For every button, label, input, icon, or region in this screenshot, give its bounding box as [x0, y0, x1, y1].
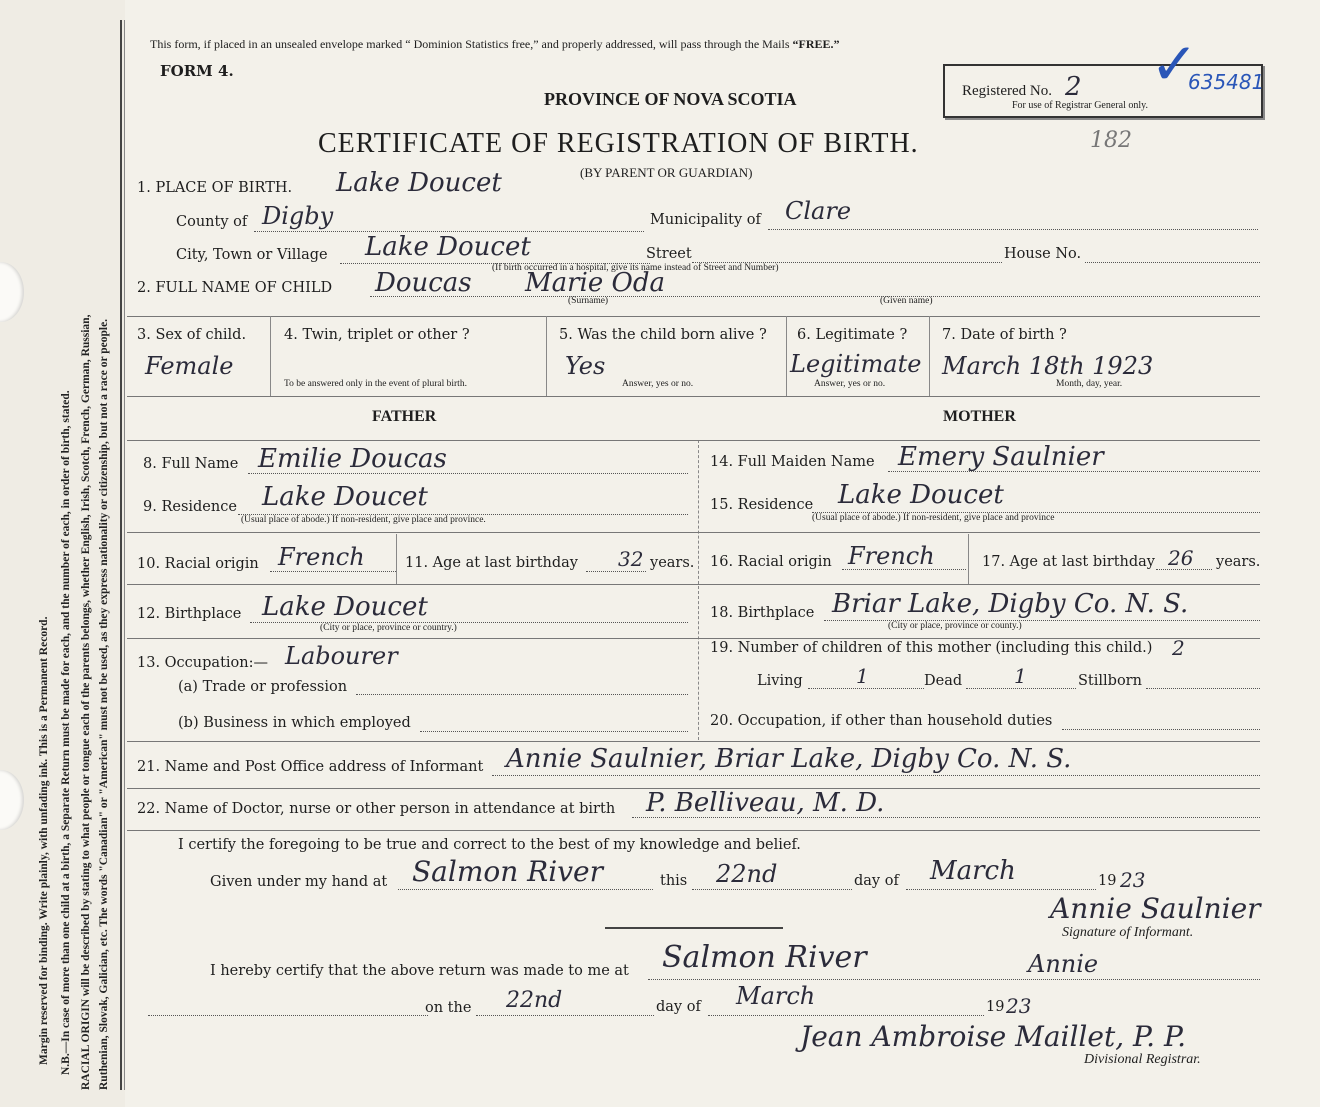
given-label: Given under my hand at — [210, 874, 388, 890]
city-value: Lake Doucet — [365, 232, 531, 262]
registrar-statement: I hereby certify that the above return was made to me at — [210, 963, 629, 979]
reg-day-of-label: day of — [656, 999, 701, 1015]
father-racial-value: French — [278, 543, 365, 571]
father-residence-label: 9. Residence — [143, 499, 237, 515]
reg-month-value: March — [736, 982, 816, 1010]
reg-year-prefix: 19 — [986, 999, 1005, 1015]
given-place-value: Salmon River — [412, 855, 603, 888]
registrar-caption: Divisional Registrar. — [1084, 1052, 1201, 1067]
cell-divider — [968, 534, 969, 584]
row-divider — [127, 316, 1260, 317]
mother-occupation-label: 20. Occupation, if other than household duties — [710, 713, 1053, 729]
margin-rule — [124, 20, 125, 1090]
mother-age-label: 17. Age at last birthday — [982, 554, 1155, 570]
surname-caption: (Surname) — [568, 296, 609, 306]
children-value: 2 — [1172, 636, 1185, 660]
father-occupation-label: 13. Occupation:— — [137, 655, 268, 671]
separator-rule — [605, 927, 783, 929]
month-line — [906, 889, 1096, 890]
punch-hole — [0, 262, 24, 322]
mother-age-value: 26 — [1168, 546, 1194, 570]
city-label: City, Town or Village — [176, 247, 328, 263]
full-name-line — [370, 296, 1260, 297]
alive-value: Yes — [565, 352, 606, 380]
father-occupation-value: Labourer — [285, 642, 398, 670]
legitimate-label: 6. Legitimate ? — [797, 327, 908, 343]
postal-note: This form, if placed in an unsealed envelope marked “ Dominion Statistics free,” and properly addressed, will pass through the Mails “FREE.” — [150, 37, 840, 51]
registrar-signature: Jean Ambroise Maillet, P. P. — [800, 1020, 1187, 1053]
house-line — [1085, 262, 1260, 263]
alive-note: Answer, yes or no. — [622, 379, 694, 389]
registrar-extra-value: Annie — [1028, 950, 1099, 978]
informant-signature: Annie Saulnier — [1050, 892, 1261, 925]
on-the-lead-line — [148, 1015, 428, 1016]
registration-value: 2 — [1065, 72, 1082, 102]
row-divider — [127, 741, 1260, 742]
cell-divider — [929, 316, 930, 396]
municipality-value: Clare — [785, 197, 852, 225]
father-residence-note: (Usual place of abode.) If non-resident, give place and province. — [241, 515, 486, 525]
row-divider — [127, 830, 1260, 831]
cell-divider — [396, 534, 397, 584]
dead-line — [966, 688, 1076, 689]
mother-name-value: Emery Saulnier — [898, 442, 1104, 472]
month-value: March — [930, 856, 1016, 886]
row-divider — [127, 584, 1260, 585]
registrar-place-line — [648, 979, 1260, 980]
doctor-label: 22. Name of Doctor, nurse or other person in attendance at birth — [137, 801, 616, 817]
stillborn-label: Stillborn — [1078, 673, 1142, 689]
given-caption: (Given name) — [880, 296, 933, 306]
margin-note: N.B.—In case of more than one child at a birth, a Separate Return must be made for each, and the number of each, in order of birth, stated. — [60, 390, 72, 1075]
mother-residence-label: 15. Residence — [710, 497, 814, 513]
sex-value: Female — [145, 352, 234, 380]
registration-label: Registered No. — [962, 83, 1052, 99]
informant-signature-caption: Signature of Informant. — [1062, 925, 1194, 940]
row-divider — [127, 638, 1260, 639]
municipality-line — [768, 229, 1258, 230]
full-name-label: 2. FULL NAME OF CHILD — [137, 280, 333, 296]
father-birthplace-label: 12. Birthplace — [137, 606, 242, 622]
this-label: this — [660, 873, 688, 889]
mother-birthplace-value: Briar Lake, Digby Co. N. S. — [832, 589, 1189, 619]
hospital-note: (If birth occurred in a hospital, give its name instead of Street and Number) — [492, 263, 779, 273]
binding-margin — [0, 0, 125, 1107]
father-name-label: 8. Full Name — [143, 456, 239, 472]
living-value: 1 — [856, 664, 869, 688]
cell-divider — [270, 316, 271, 396]
father-racial-line — [270, 571, 396, 572]
margin-note: RACIAL ORIGIN will be described by stating to what people or tongue each of the parents belongs, whether English, Irish, Scotch, French, German, Russian, — [80, 314, 92, 1090]
mother-residence-value: Lake Doucet — [838, 480, 1004, 510]
municipality-label: Municipality of — [650, 212, 761, 228]
children-label: 19. Number of children of this mother (including this child.) — [710, 640, 1153, 656]
legitimate-value: Legitimate — [790, 350, 922, 378]
twin-note: To be answered only in the event of plural birth. — [284, 379, 467, 389]
father-age-label: 11. Age at last birthday — [405, 555, 578, 571]
province-heading: PROVINCE OF NOVA SCOTIA — [544, 89, 797, 109]
given-place-line — [398, 889, 653, 890]
twin-label: 4. Twin, triplet or other ? — [284, 327, 470, 343]
on-the-label: on the — [425, 1000, 472, 1016]
reg-year-suffix: 23 — [1006, 994, 1032, 1018]
mother-racial-value: French — [848, 542, 935, 570]
stillborn-line — [1146, 688, 1260, 689]
certification-statement: I certify the foregoing to be true and correct to the best of my knowledge and belief. — [178, 837, 801, 853]
father-age-unit: years. — [650, 555, 695, 571]
county-value: Digby — [262, 202, 334, 230]
day-of-label: day of — [854, 873, 899, 889]
title-annotation: 182 — [1090, 128, 1132, 153]
cell-divider — [786, 316, 787, 396]
row-divider — [127, 532, 1260, 533]
margin-rule — [120, 20, 122, 1090]
informant-label: 21. Name and Post Office address of Informant — [137, 759, 484, 775]
surname-value: Doucas — [375, 268, 472, 298]
dob-value: March 18th 1923 — [942, 352, 1154, 380]
registration-note: For use of Registrar General only. — [1012, 100, 1148, 111]
trade-label: (a) Trade or profession — [178, 679, 348, 695]
place-of-birth-label: 1. PLACE OF BIRTH. — [137, 180, 293, 196]
given-name-value: Marie Oda — [525, 268, 665, 298]
sex-label: 3. Sex of child. — [137, 327, 247, 343]
business-line — [420, 731, 688, 732]
living-line — [808, 688, 924, 689]
place-of-birth-value: Lake Doucet — [336, 168, 502, 198]
doctor-value: P. Belliveau, M. D. — [646, 788, 885, 818]
cell-divider — [546, 316, 547, 396]
father-racial-label: 10. Racial origin — [137, 556, 259, 572]
form-number: FORM 4. — [160, 62, 234, 80]
house-label: House No. — [1004, 246, 1082, 262]
father-age-value: 32 — [618, 547, 644, 571]
dob-note: Month, day, year. — [1056, 379, 1123, 389]
mother-birthplace-note: (City or place, province or county.) — [888, 621, 1022, 631]
mother-racial-label: 16. Racial origin — [710, 554, 832, 570]
mother-name-label: 14. Full Maiden Name — [710, 454, 875, 470]
certificate-title: CERTIFICATE OF REGISTRATION OF BIRTH. — [318, 128, 919, 159]
father-residence-value: Lake Doucet — [262, 482, 428, 512]
mother-age-unit: years. — [1216, 554, 1261, 570]
reg-day-value: 22nd — [506, 988, 563, 1013]
stamp-number: 635481 — [1188, 70, 1265, 94]
row-divider — [127, 396, 1260, 397]
year-prefix: 19 — [1098, 873, 1117, 889]
informant-value: Annie Saulnier, Briar Lake, Digby Co. N. S. — [506, 744, 1072, 774]
father-birthplace-line — [250, 622, 688, 623]
margin-note: Margin reserved for binding. Write plainly, with unfading ink. This is a Permanent Record. — [38, 616, 50, 1065]
year-suffix: 23 — [1120, 868, 1146, 892]
living-label: Living — [757, 673, 803, 689]
street-label: Street — [646, 246, 692, 262]
reg-day-line — [476, 1015, 654, 1016]
certificate-subtitle: (BY PARENT OR GUARDIAN) — [580, 165, 753, 180]
dead-label: Dead — [924, 673, 963, 689]
business-label: (b) Business in which employed — [178, 715, 411, 731]
father-birthplace-note: (City or place, province or country.) — [320, 623, 457, 633]
margin-note: Ruthenian, Slovak, Galician, etc. The words "Canadian" or "American" must not be used, as they express nationality or citizenship, but not a race or people. — [98, 318, 110, 1090]
alive-label: 5. Was the child born alive ? — [559, 327, 767, 343]
mother-occupation-line — [1062, 729, 1260, 730]
father-birthplace-value: Lake Doucet — [262, 592, 428, 622]
row-divider — [127, 440, 1260, 441]
legitimate-note: Answer, yes or no. — [814, 379, 886, 389]
father-name-value: Emilie Doucas — [258, 444, 447, 474]
father-age-line — [586, 571, 646, 572]
dead-value: 1 — [1014, 664, 1027, 688]
check-mark-icon: ✓ — [1150, 30, 1199, 98]
informant-line — [492, 775, 1260, 776]
mother-birthplace-label: 18. Birthplace — [710, 605, 815, 621]
dob-label: 7. Date of birth ? — [942, 327, 1067, 343]
parent-divider — [698, 440, 699, 740]
registrar-place-value: Salmon River — [662, 940, 867, 975]
mother-residence-note: (Usual place of abode.) If non-resident, give place and province — [812, 513, 1055, 523]
county-label: County of — [176, 214, 248, 230]
day-line — [692, 889, 852, 890]
punch-hole — [0, 770, 24, 830]
reg-month-line — [708, 1015, 984, 1016]
day-value: 22nd — [716, 860, 778, 888]
trade-line — [356, 694, 688, 695]
father-heading: FATHER — [372, 408, 437, 425]
mother-heading: MOTHER — [943, 408, 1016, 425]
